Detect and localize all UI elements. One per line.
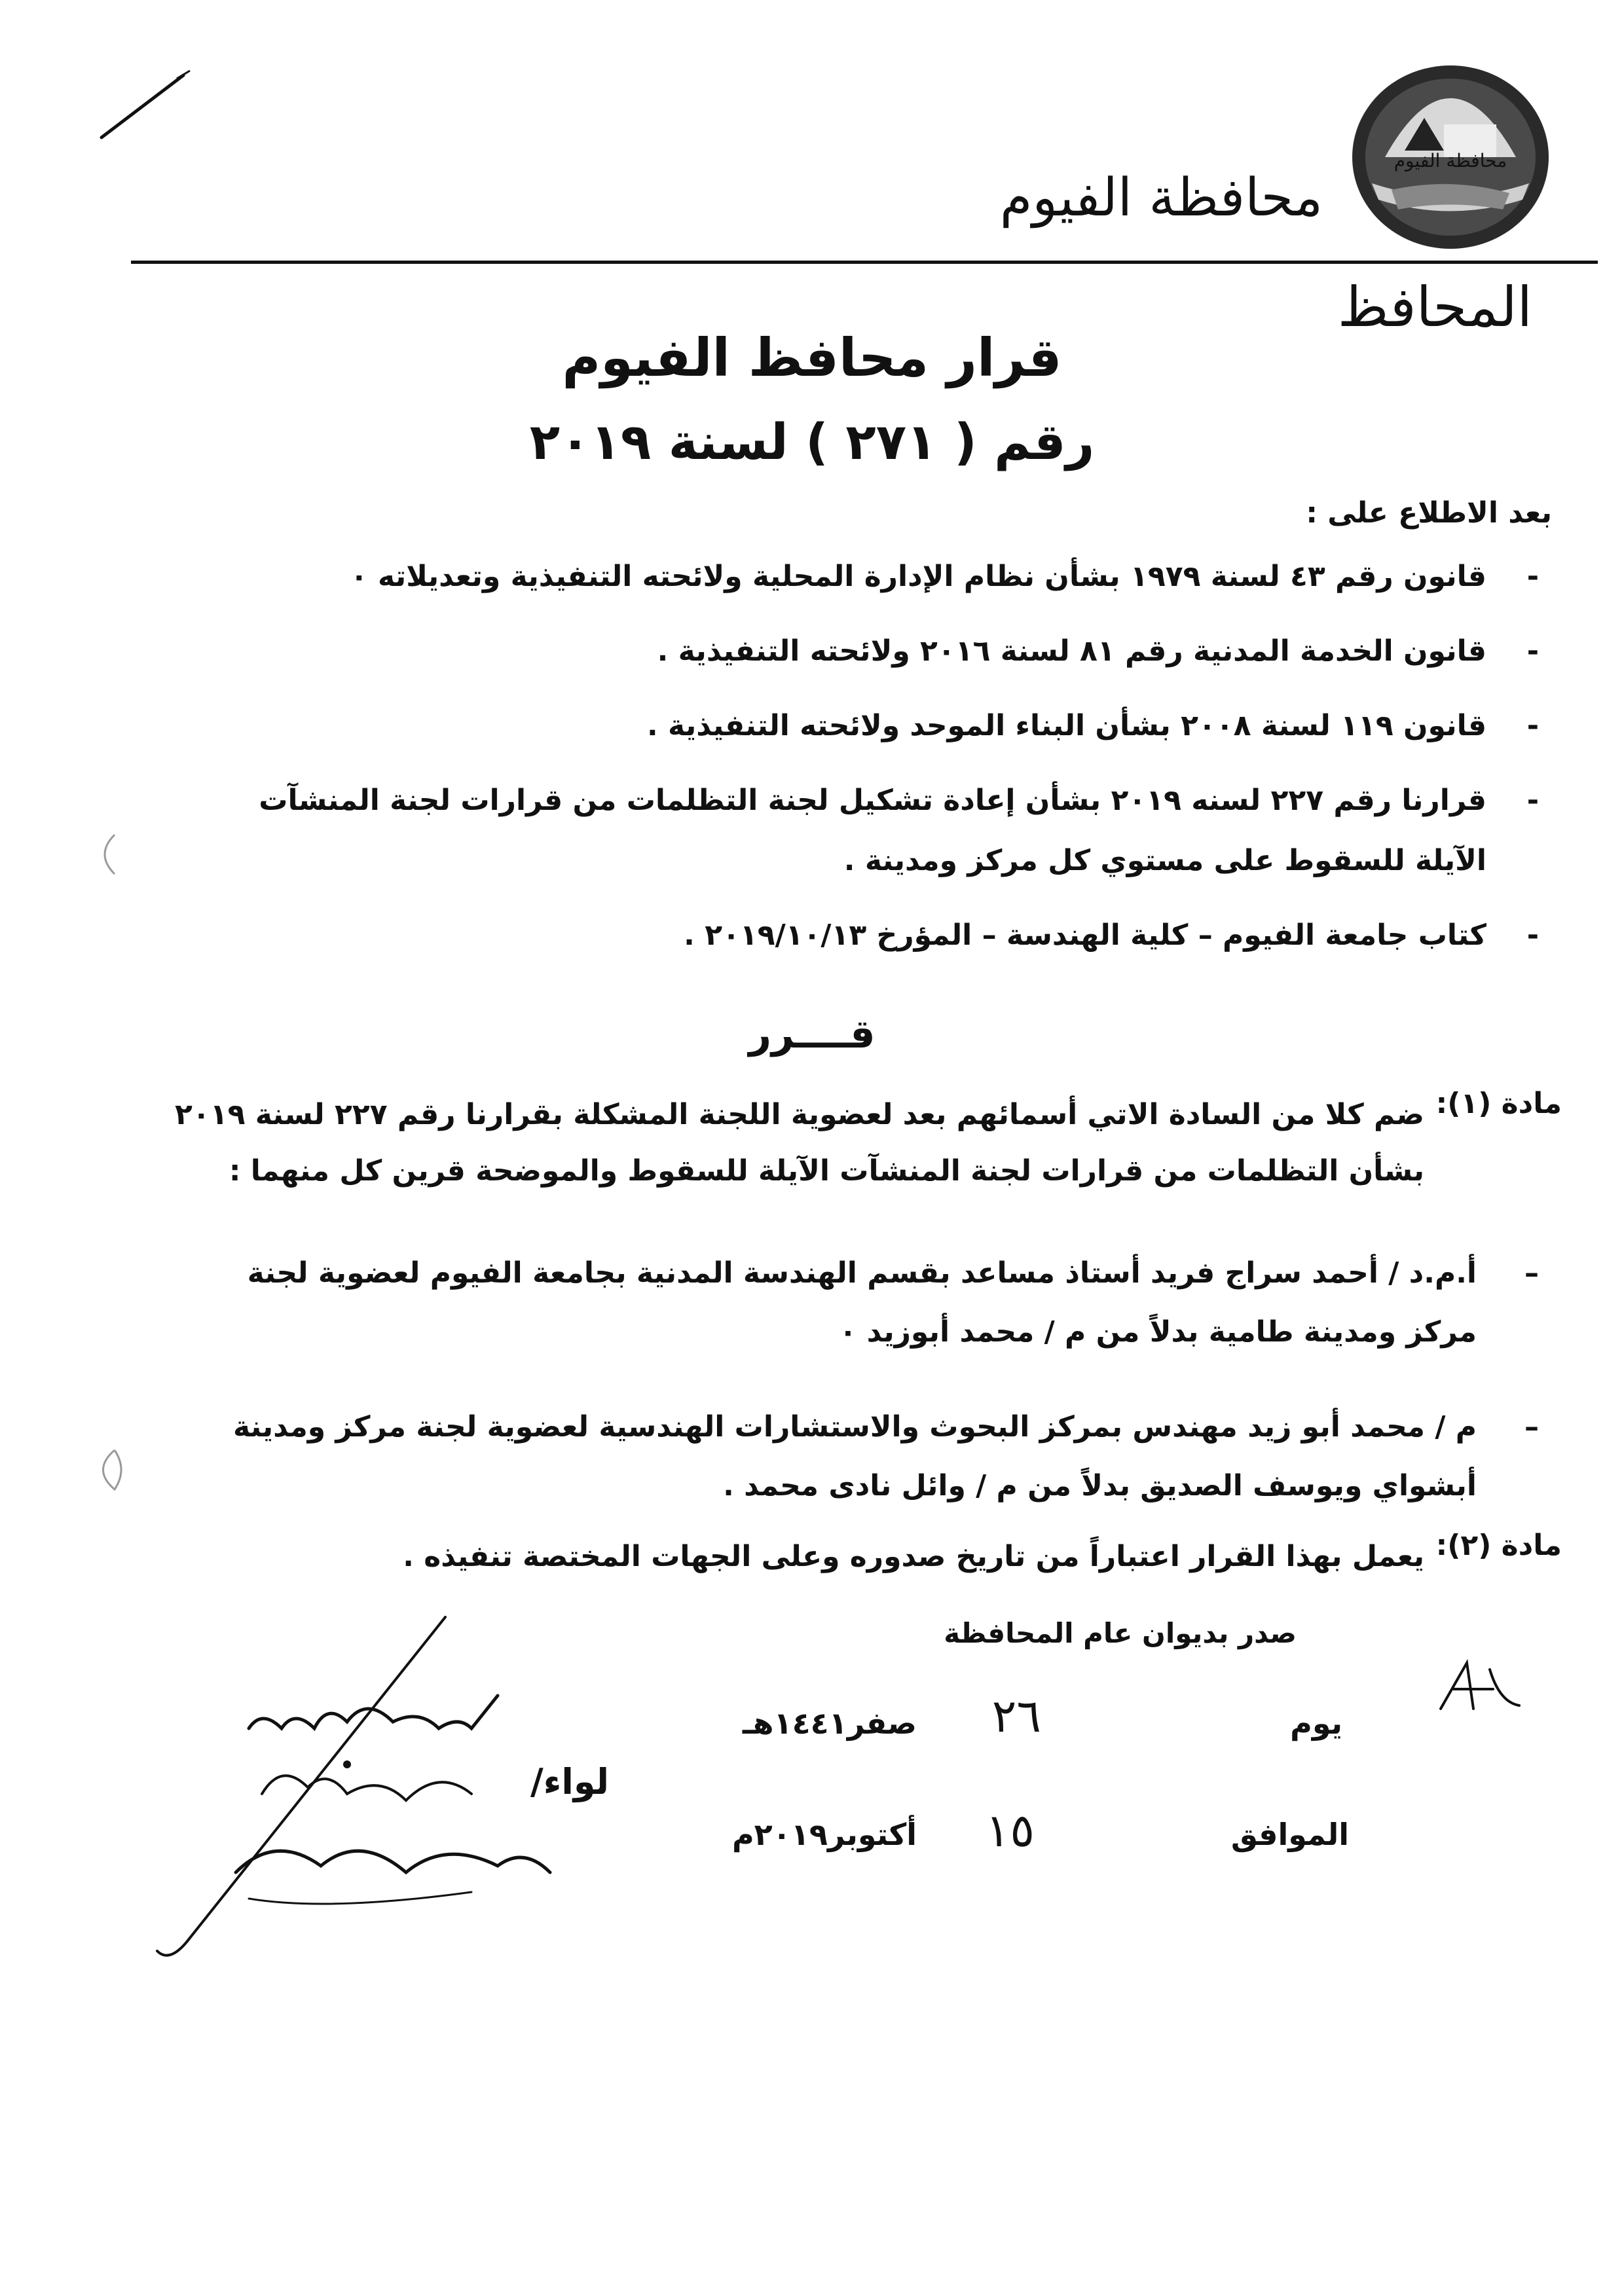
article-2-label: مادة (٢): [1435,1529,1562,1562]
decree-number: رقم ( ٢٧١ ) لسنة ٢٠١٩ [529,412,1095,471]
preamble-item: - كتاب جامعة الفيوم – كلية الهندسة – المؤرخ ٢٠١٩/١٠/١٣ . [216,905,1539,966]
article-2 [101,1529,1562,1585]
day-label: يوم [1290,1705,1342,1741]
corresponding-label: الموافق [1230,1817,1349,1852]
gregorian-day-number: ١٥ [985,1804,1035,1857]
punch-hole-mark [88,828,128,881]
punch-hole-mark [88,1444,128,1496]
decree-title: قرار محافظ الفيوم [562,327,1062,388]
gregorian-date: أكتوبر٢٠١٩م [731,1817,917,1852]
article-1-text: ضم كلا من السادة الاتي أسمائهم بعد لعضوية اللجنة المشكلة بقرارنا رقم ٢٢٧ لسنة ٢٠١٩ بشأن التظلمات من قرارات لجنة المنشآت الآيلة للسقوط والموضحة قرين كل منهما : [175,1098,1424,1188]
preamble-list [216,547,1539,980]
seal-text: محافظة الفيوم [1393,150,1507,172]
members-list [229,1244,1539,1552]
preamble-item: - قانون رقم ٤٣ لسنة ١٩٧٩ بشأن نظام الإدارة المحلية ولائحته التنفيذية وتعديلاته ٠ [216,547,1539,607]
hijri-date: صفر١٤٤١هـ [742,1705,917,1741]
preamble-item: - قانون ١١٩ لسنة ٢٠٠٨ بشأن البناء الموحد ولائحته التنفيذية . [216,696,1539,756]
preamble-item: - قانون الخدمة المدنية رقم ٨١ لسنة ٢٠١٦ ولائحته التنفيذية . [216,621,1539,682]
article-1 [101,1087,1562,1199]
governorate-name: محافظة الفيوم [999,167,1323,228]
decision-heading: قــــرر [748,1011,876,1057]
signatory-rank: لواء/ [530,1761,609,1802]
article-2-text: يعمل بهذا القرار اعتباراً من تاريخ صدوره وعلى الجهات المختصة تنفيذه . [403,1540,1424,1573]
office-label: المحافظ [1337,275,1532,339]
member-item: – أ.م.د / أحمد سراج فريد أستاذ مساعد بقسم الهندسة المدنية بجامعة الفيوم لعضوية لجنة مركز ومدينة طامية بدلاً من م / محمد أبوزيد ٠ [229,1244,1539,1362]
governorate-seal-emblem [1346,59,1555,255]
hijri-day-number: ٢٦ [991,1689,1041,1743]
issue-place: صدر بديوان عام المحافظة [944,1617,1297,1649]
preamble-item: - قرارنا رقم ٢٢٧ لسنه ٢٠١٩ بشأن إعادة تشكيل لجنة التظلمات من قرارات لجنة المنشآت الآيلة للسقوط على مستوي كل مركز ومدينة . [216,771,1539,891]
member-item: – م / محمد أبو زيد مهندس بمركز البحوث والاستشارات الهندسية لعضوية لجنة مركز ومدينة أبشواي ويوسف الصديق بدلاً من م / وائل نادى محمد . [229,1398,1539,1516]
pen-stroke-mark [92,65,196,144]
preamble-heading: بعد الاطلاع على : [1306,496,1552,530]
initials-mark [1428,1650,1526,1728]
header-divider [131,261,1598,264]
article-1-label: مادة (١): [1435,1087,1562,1120]
